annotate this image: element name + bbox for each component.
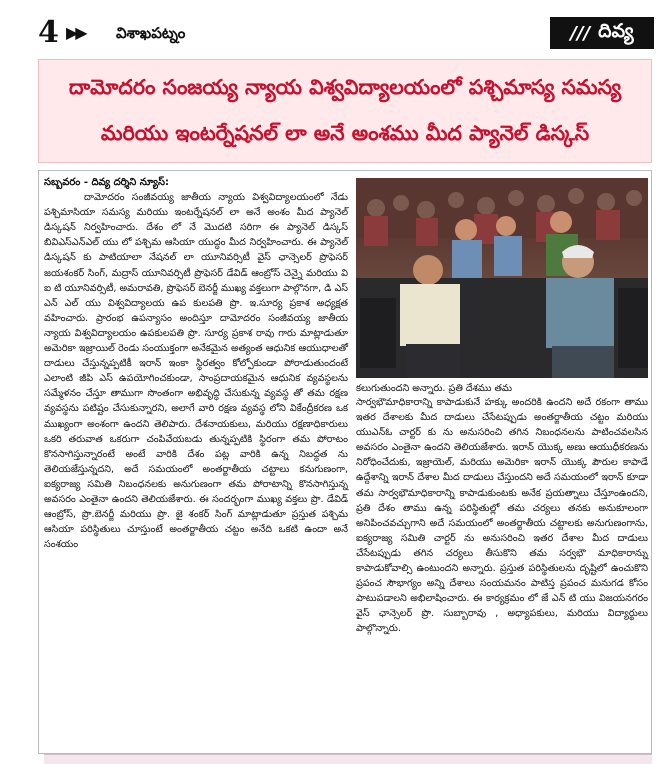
brand-name: దివ్య — [598, 19, 634, 42]
event-photo-icon — [356, 178, 648, 378]
city-label: విశాఖపట్నం — [116, 24, 186, 42]
page-number: 4 — [38, 15, 59, 50]
headline-line-1: దామోదరం సంజయ్య న్యాయ విశ్వవిద్యాలయంలో పశ్చిమాస్య సమస్య — [68, 75, 622, 99]
brand-logo — [550, 17, 654, 49]
article-continuation-line: కలుగుతుందని అన్నారు. ప్రతి దేశము తమ — [356, 383, 513, 394]
article-column-left — [44, 175, 348, 552]
footer-strip — [44, 754, 652, 764]
headline-line-2: మరియు ఇంటర్నేషనల్ లా అనే అంశము మీద ప్యానెల్ డిస్కస్ — [100, 121, 590, 145]
brand-slashes: /// — [570, 22, 591, 44]
article-dateline: సబ్బవరం - దివ్య దర్శిని న్యూస్: — [44, 177, 170, 188]
double-arrow-icon: ▶▶ — [66, 23, 85, 42]
article-column-right: సార్వభౌమాధికారాన్ని కాపాడుకునే హక్కు అందరికి ఉందని అదే రకంగా తాము ఇతర దేశాలకు మీద దాడులు చేసేటప్పుడు అంతర్జాతీయ చట్టం మరియు యుఎన్ఓ చార్టర్ కు ను అనుసరించి తగిన నిబంధనలను పాటించవలసిన అవసరం ఎంతైనా ఉందని తెలియజేశారు. ఇరాన్ యొక్క అణు ఆయుధీకరణను నిరోధించేదుకు, ఇజ్రాయెల్, మరియు అమెరికా ఇరాన్ యొక్క పౌరుల కాపాడే ఉద్దేశాన్ని ఇరాన్ దేశాల మీద దాడులు చేస్తుందని అదే సమయంలో ఇరాన్ కూడా తమ సార్వభౌమాధికారాన్ని కాపాడుకుంటకు అనేక ప్రయత్నాలు చేస్తూంఉందని, ప్రతి దేశం తాము ఉన్న పరిస్థితుల్లో తమ చర్యలు తనకు అనుకూలంగా అనిపించవచ్చుగాని అదే సమయంలో అంతర్జాతీయ చట్టాలకు అనుగుణంగాను, ఐక్యరాజ్య సమితి చార్టర్ ను అనుసరించి ఇతర దేశాల మీద దాడులు చేసేటప్పుడు తగిన చర్యలు తీసుకొని తమ సర్వభౌ మాధికారాన్ను కాపాడుకోవాల్సి ఉంటుందని అన్నారు. ప్రస్తుత పరిస్థితులను దృష్టిలో ఉంచుకొని ప్రపంచ సౌభాగ్యం అన్ని దేశాలు సంయమనం పాటిస్త ప్రపంచ మనుగడ కోసం పాటుపడాలని అభిలాషించారు. ఈ కార్యక్రమం లో జే ఎన్ టి యు విజయనగరం వైస్ ఛాన్సెలర్ ప్రొ. సుబ్బారావు , అధ్యాపకులు, మరియు విద్యార్థులు పాల్గొన్నారు. — [356, 397, 648, 635]
headline-banner — [38, 59, 652, 163]
article-paragraph-left: దామోదరం సంజీవయ్య జాతీయ న్యాయ విశ్వవిద్యాలయంలో నేడు పశ్చిమాసియా సమస్య మరియు ఇంటర్నేషనల్ లా అనే అంశం మీద ప్యానెల్ డిస్కషన్ నిర్వహించారు. దేశం లో నే మొదటి సరిగా ఈ ప్యానెల్ డిస్కస్ బివిఎస్ఎన్ఎల్ యు లో పశ్చిమ ఆసియా యుద్ధం మీద నిర్వహించారు. ఈ ప్యానెల్ డిస్కషన్ కు పాటియాలా నేషనల్ లా యూనివర్సిటీ వైస్ ఛాన్సెలర్ ప్రొఫెసర్ జయశంకర్ సింగ్, మద్రాస్ యూనివర్సిటీ ప్రొఫెసర్ డేవిడ్ ఆంబ్రోస్ చెన్నై మరియు వి ఐ టి యూనివర్సిటీ, అమరావతి, ప్రొఫెసర్ బెనర్జీ ముఖ్య వక్తలుగా పాల్గొనగా, డి ఎస్ ఎన్ ఎల్ యు విశ్వవిద్యాలయ ఉప కులపతి ప్రొ. ఇ.సూర్య ప్రకాశ అధ్యక్షత వహించారు. ప్రారంభ ఉపన్యాసం అందిస్తూ దామోదరం సంజీవయ్య జాతీయ న్యాయ విశ్వవిద్యాలయం ఉపకులపతి ప్రొ. సూర్య ప్రకాశ రావు గారు మాట్లాడుతూ అమెరికా ఇజ్రాయిల్ రెండు సంయుక్తంగా అనేకమైన అత్యంత ఆధునిక ఆయుధాలతో దాడులు చేస్తున్నప్పటికీ ఇరాన్ ఇంకా స్థిరత్వం కోల్పోకుండా పోరాడుతుందంటే ఎలాంటి జీపి ఎస్ ఉపయోగించకుండా, సాంప్రదాయకమైన ఆధునిక వ్యవస్థలను సమ్మేళనం చేస్తూ తాముగా సొంతంగా అభివృద్ధి చేసుకున్న వ్యవస్థ తో తమ రక్షణ వ్యవస్థను పటిష్టం చేసుకున్నారని, అలాగే వారి రక్షణ వ్యవస్థ లోని వికేంద్రీకరణ ఒక ముఖ్యంగా అంశంగా ఉందని తెలిపారు. దేశనాయకులు, మరియు రక్షణాధికారులు ఒకరి తరువాత ఒకరుగా చంపివేయబడు తున్నప్పటికి స్థిరంగా తమ పోరాటం కొనసాగిస్తున్నారంటే అంటే వారికి దేశం పట్ల వారికి ఉన్న నిబద్ధత ను తెలియజేస్తున్నదని, అదే సమయంలో అంతర్జాతీయ చట్టాలు కనుగుణంగా, ఐక్యరాజ్య సమితి నిబంధనలకు అనుగుణంగా తమ పోరాటాన్ని కొనసాగిస్తున్న అవసరం ఎంతైనా ఉందని తెలియజేశారు. ఈ సందర్భంగా ముఖ్య వక్తలు ప్రొ. డేవిడ్ ఆంబ్రోస్, ప్రొ.బెనర్జీ మరియు ప్రొ. జై శంకర్ సింగ్ మాట్లాడుతూ ప్రస్తుత పశ్చిమ ఆసియా పరిస్థితులు చూస్తుంటే అంతర్జాతీయ చట్టం అనేది ఒకటి ఉందా అనే సంశయం — [44, 192, 348, 551]
masthead — [38, 14, 652, 52]
